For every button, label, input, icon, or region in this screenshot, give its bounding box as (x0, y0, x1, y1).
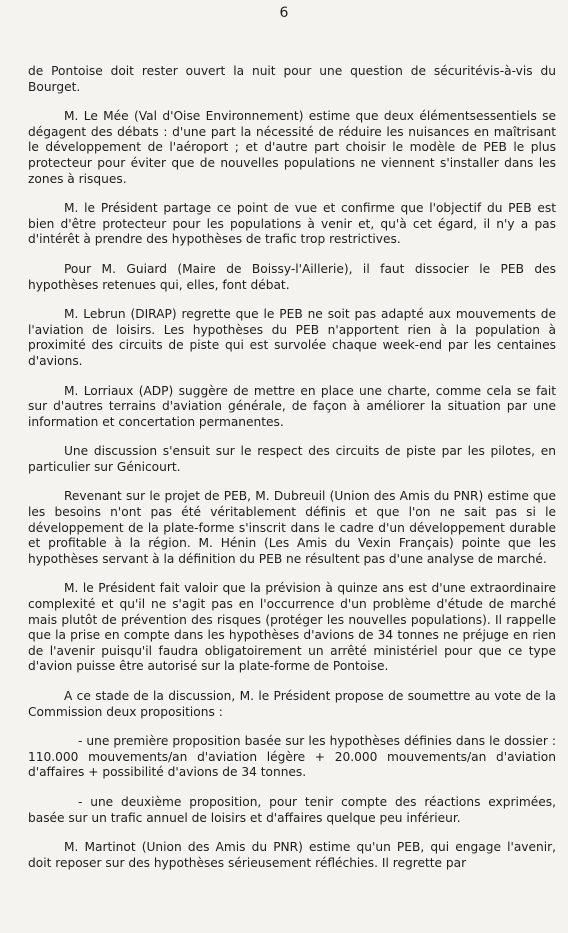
paragraph-discussion: Une discussion s'ensuit sur le respect des circuits de piste par les pilotes, en particulier sur Génicourt. (28, 444, 556, 474)
paragraph-president-2: M. le Président fait valoir que la prévision à quinze ans est d'une extraordinaire complexité et qu'il ne s'agit pas en l'occurrence d'un problème d'étude de marché mais plutôt de prévention des risques (protéger les nouvelles populations). Il rappelle que la prise en compte dans les hypothèses d'avions de 34 tonnes ne préjuge en rien de l'avenir puisqu'il faudra obligatoirement un arrêté ministériel pour que ce type d'avion puisse être autorisé sur la plate-forme de Pontoise. (28, 581, 556, 674)
paragraph-president-1: M. le Président partage ce point de vue et confirme que l'objectif du PEB est bien d'être protecteur pour les populations à venir et, qu'à cet égard, il n'y a pas d'intérêt à prendre des hypothèses de trafic trop restrictives. (28, 201, 556, 247)
paragraph-martinot: M. Martinot (Union des Amis du PNR) estime qu'un PEB, qui engage l'avenir, doit reposer sur des hypothèses sérieusement réfléchies. Il regrette par (28, 840, 556, 870)
paragraph-guiard: Pour M. Guiard (Maire de Boissy-l'Aillerie), il faut dissocier le PEB des hypothèses retenues qui, elles, font débat. (28, 261, 556, 292)
paragraph-dubreuil: Revenant sur le projet de PEB, M. Dubreuil (Union des Amis du PNR) estime que les besoins n'ont pas été véritablement définis et que l'on ne sait pas si le développement de la plate-forme s'inscrit dans le cadre d'un développement durable et profitable à la région. M. Hénin (Les Amis du Vexin Français) pointe que les hypothèses servant à la définition du PEB ne résultent pas d'une analyse de marché. (28, 489, 556, 566)
page-number: 6 (279, 5, 289, 21)
proposal-2: - une deuxième proposition, pour tenir compte des réactions exprimées, basée sur un trafic annuel de loisirs et d'affaires quelque peu inférieur. (28, 794, 556, 825)
document-body (28, 64, 556, 885)
paragraph-lebrun: M. Lebrun (DIRAP) regrette que le PEB ne soit pas adapté aux mouvements de l'aviation de loisirs. Les hypothèses du PEB n'apportent rien à la population à proximité des circuits de piste qui est survolée chaque week-end par les centaines d'avions. (28, 307, 556, 368)
proposal-1: - une première proposition basée sur les hypothèses définies dans le dossier : 110.000 mouvements/an d'aviation légère + 20.000 mouvements/an d'aviation d'affaires + possibilité d'avions de 34 tonnes. (28, 734, 556, 780)
paragraph-lorriaux: M. Lorriaux (ADP) suggère de mettre en place une charte, comme cela se fait sur d'autres terrains d'aviation générale, de façon à améliorer la situation par une information et concertation permanentes. (28, 383, 556, 429)
paragraph-continuation: de Pontoise doit rester ouvert la nuit pour une question de sécuritévis-à-vis du Bourget. (28, 64, 556, 94)
paragraph-vote-intro: A ce stade de la discussion, M. le Président propose de soumettre au vote de la Commission deux propositions : (28, 689, 556, 719)
paragraph-le-mee: M. Le Mée (Val d'Oise Environnement) estime que deux élémentsessentiels se dégagent des débats : d'une part la nécessité de réduire les nuisances en maîtrisant le développement de l'aéroport ; et d'autre part choisir le modèle de PEB le plus protecteur pour éviter que de nouvelles populations ne viennent s'installer dans les zones à risques. (28, 109, 556, 186)
